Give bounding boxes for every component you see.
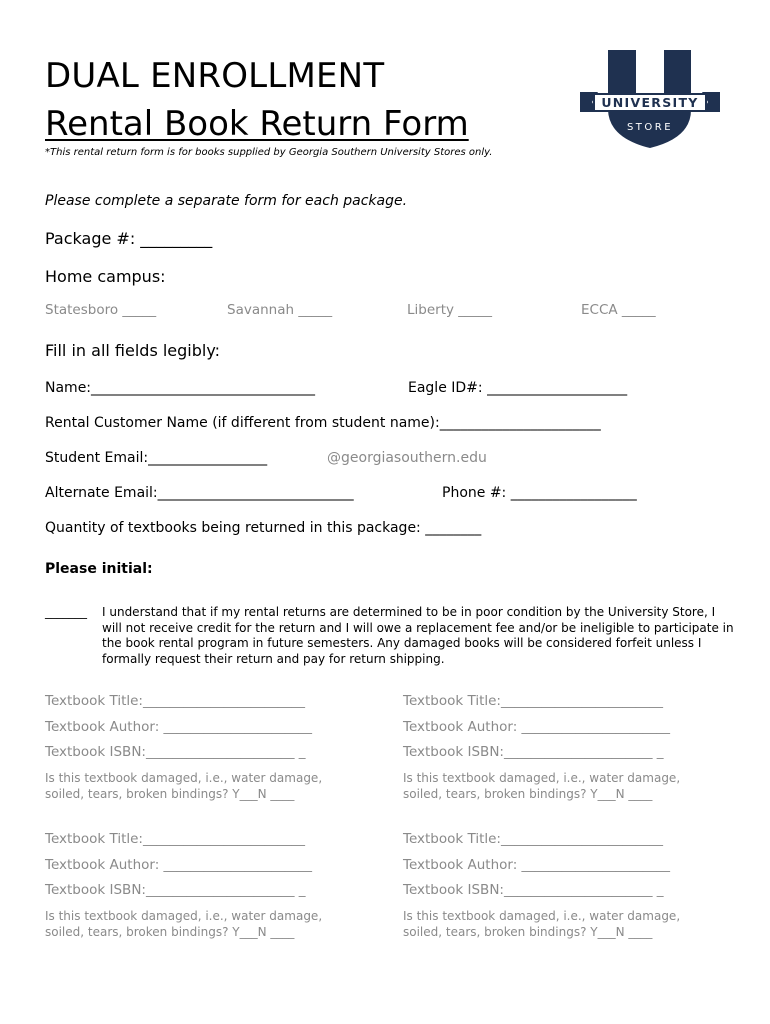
textbook-title-field[interactable]: Textbook Title:________________________: [45, 831, 305, 847]
damaged-question-line2[interactable]: soiled, tears, broken bindings? Y___N ____: [45, 787, 295, 801]
textbook-title-field[interactable]: Textbook Title:________________________: [403, 831, 663, 847]
campus-option-savannah[interactable]: Savannah _____: [227, 302, 333, 318]
damaged-question-line1: Is this textbook damaged, i.e., water damage,: [45, 909, 323, 923]
logo-text-university: UNIVERSITY: [601, 95, 699, 110]
textbook-title-field[interactable]: Textbook Title:________________________: [403, 693, 663, 709]
textbook-isbn-field[interactable]: Textbook ISBN:______________________ _: [403, 882, 664, 898]
campus-option-ecca[interactable]: ECCA _____: [581, 302, 656, 318]
initial-agreement: [45, 605, 735, 667]
quantity-field[interactable]: Quantity of textbooks being returned in this package: ________: [45, 520, 482, 536]
damaged-question-line1: Is this textbook damaged, i.e., water damage,: [403, 909, 681, 923]
name-field[interactable]: Name:________________________________: [45, 380, 316, 396]
textbook-author-field[interactable]: Textbook Author: ______________________: [403, 719, 671, 735]
textbook-author-field[interactable]: Textbook Author: ______________________: [45, 719, 313, 735]
package-number-field[interactable]: Package #: _________: [45, 229, 213, 248]
form-title-line1: DUAL ENROLLMENT: [45, 56, 385, 96]
campus-option-statesboro[interactable]: Statesboro _____: [45, 302, 157, 318]
student-email-field[interactable]: Student Email:_________________: [45, 450, 268, 466]
damaged-question-line2[interactable]: soiled, tears, broken bindings? Y___N ____: [403, 925, 653, 939]
textbook-author-field[interactable]: Textbook Author: ______________________: [403, 857, 671, 873]
textbook-isbn-field[interactable]: Textbook ISBN:______________________ _: [403, 744, 664, 760]
please-initial-heading: Please initial:: [45, 561, 153, 577]
textbook-isbn-field[interactable]: Textbook ISBN:______________________ _: [45, 744, 306, 760]
damaged-question-line2[interactable]: soiled, tears, broken bindings? Y___N ____: [45, 925, 295, 939]
home-campus-heading: Home campus:: [45, 267, 166, 286]
instructions: Please complete a separate form for each package.: [45, 193, 408, 209]
textbook-isbn-field[interactable]: Textbook ISBN:______________________ _: [45, 882, 306, 898]
damaged-question-line1: Is this textbook damaged, i.e., water damage,: [403, 771, 681, 785]
email-domain: @georgiasouthern.edu: [327, 450, 487, 466]
fields-heading: Fill in all fields legibly:: [45, 341, 221, 360]
textbook-title-field[interactable]: Textbook Title:________________________: [45, 693, 305, 709]
initial-blank[interactable]: _______: [45, 605, 87, 619]
logo-text-store: STORE: [626, 122, 674, 133]
damaged-question-line2[interactable]: soiled, tears, broken bindings? Y___N ____: [403, 787, 653, 801]
form-title-line2: Rental Book Return Form: [45, 104, 469, 144]
rental-customer-name-field[interactable]: Rental Customer Name (if different from student name):_______________________: [45, 415, 601, 431]
campus-option-liberty[interactable]: Liberty _____: [407, 302, 493, 318]
eagle-id-field[interactable]: Eagle ID#: ____________________: [408, 380, 628, 396]
agreement-text: I understand that if my rental returns are determined to be in poor condition by the University Store, I will not receive credit for the return and I will owe a replacement fee and/or be ineligible to participate in the book rental program in future semesters. Any damaged books will be considered forfeit unless I formally request their return and pay for return shipping.: [102, 605, 734, 666]
alternate-email-field[interactable]: Alternate Email:____________________________: [45, 485, 354, 501]
university-store-logo: [578, 44, 722, 154]
textbook-author-field[interactable]: Textbook Author: ______________________: [45, 857, 313, 873]
damaged-question-line1: Is this textbook damaged, i.e., water damage,: [45, 771, 323, 785]
form-note: *This rental return form is for books supplied by Georgia Southern University Stores only.: [45, 147, 493, 158]
phone-field[interactable]: Phone #: __________________: [442, 485, 637, 501]
